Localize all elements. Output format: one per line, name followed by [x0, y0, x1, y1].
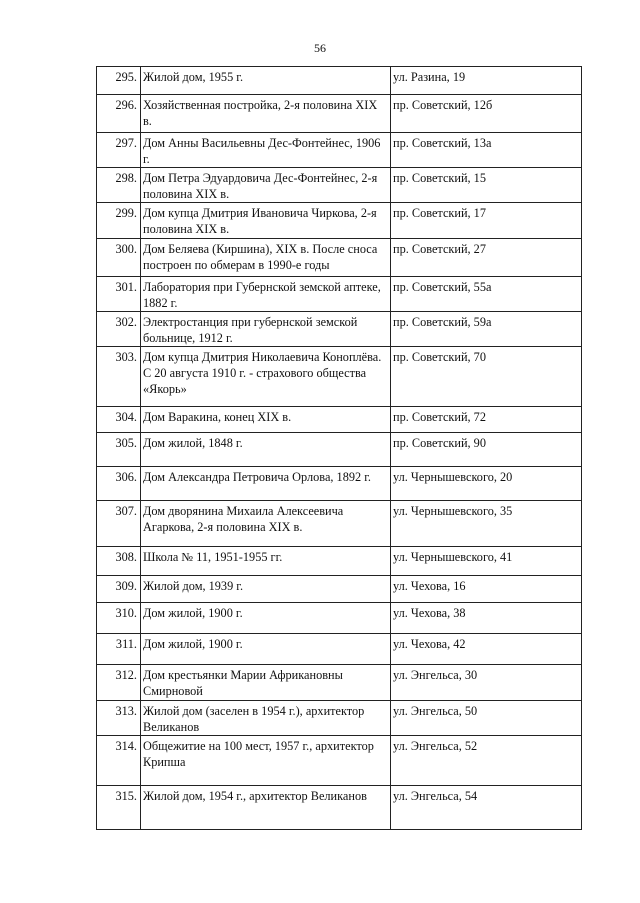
object-name: Дом крестьянки Марии Африкановны Смирновой	[141, 665, 391, 701]
object-address: пр. Советский, 15	[391, 168, 582, 203]
table-row	[97, 239, 582, 277]
object-name: Дом купца Дмитрия Ивановича Чиркова, 2-я половина XIX в.	[141, 203, 391, 239]
table-row	[97, 786, 582, 830]
row-number: 300.	[97, 239, 141, 277]
row-number: 296.	[97, 95, 141, 133]
table-row	[97, 168, 582, 203]
object-name: Хозяйственная постройка, 2-я половина XIX в.	[141, 95, 391, 133]
table-row	[97, 701, 582, 736]
object-address: ул. Чехова, 16	[391, 576, 582, 603]
object-name: Дом Анны Васильевны Дес-Фонтейнес, 1906 г.	[141, 133, 391, 168]
table-row	[97, 95, 582, 133]
object-address: пр. Советский, 59а	[391, 312, 582, 347]
object-address: ул. Чернышевского, 20	[391, 467, 582, 501]
object-name: Лаборатория при Губернской земской аптеке, 1882 г.	[141, 277, 391, 312]
row-number: 312.	[97, 665, 141, 701]
object-name: Дом Беляева (Киршина), XIX в. После сноса построен по обмерам в 1990-е годы	[141, 239, 391, 277]
object-name: Жилой дом (заселен в 1954 г.), архитектор Великанов	[141, 701, 391, 736]
object-address: пр. Советский, 13а	[391, 133, 582, 168]
object-address: пр. Советский, 72	[391, 407, 582, 433]
table-row	[97, 407, 582, 433]
row-number: 305.	[97, 433, 141, 467]
object-name: Дом Варакина, конец XIX в.	[141, 407, 391, 433]
object-address: ул. Энгельса, 30	[391, 665, 582, 701]
table-row	[97, 634, 582, 665]
table-row	[97, 312, 582, 347]
object-name: Жилой дом, 1954 г., архитектор Великанов	[141, 786, 391, 830]
row-number: 313.	[97, 701, 141, 736]
table-row	[97, 467, 582, 501]
table-row	[97, 736, 582, 786]
table-row	[97, 67, 582, 95]
object-name: Дом дворянина Михаила Алексеевича Агаркова, 2-я половина XIX в.	[141, 501, 391, 547]
monuments-table	[96, 66, 582, 830]
page-number: 56	[314, 41, 326, 55]
object-name: Электростанция при губернской земской больнице, 1912 г.	[141, 312, 391, 347]
object-name: Дом жилой, 1900 г.	[141, 603, 391, 634]
object-address: пр. Советский, 12б	[391, 95, 582, 133]
row-number: 301.	[97, 277, 141, 312]
object-name: Жилой дом, 1939 г.	[141, 576, 391, 603]
row-number: 298.	[97, 168, 141, 203]
row-number: 304.	[97, 407, 141, 433]
row-number: 310.	[97, 603, 141, 634]
row-number: 297.	[97, 133, 141, 168]
table-row	[97, 665, 582, 701]
table-row	[97, 433, 582, 467]
object-address: ул. Чехова, 42	[391, 634, 582, 665]
row-number: 311.	[97, 634, 141, 665]
table-row	[97, 277, 582, 312]
object-address: ул. Разина, 19	[391, 67, 582, 95]
object-address: ул. Чехова, 38	[391, 603, 582, 634]
table-row	[97, 576, 582, 603]
table-row	[97, 133, 582, 168]
object-name: Общежитие на 100 мест, 1957 г., архитектор Крипша	[141, 736, 391, 786]
object-address: ул. Энгельса, 54	[391, 786, 582, 830]
row-number: 309.	[97, 576, 141, 603]
row-number: 307.	[97, 501, 141, 547]
object-name: Дом Александра Петровича Орлова, 1892 г.	[141, 467, 391, 501]
row-number: 306.	[97, 467, 141, 501]
row-number: 314.	[97, 736, 141, 786]
object-address: ул. Чернышевского, 35	[391, 501, 582, 547]
row-number: 308.	[97, 547, 141, 576]
object-address: пр. Советский, 27	[391, 239, 582, 277]
table-row	[97, 501, 582, 547]
table-row	[97, 547, 582, 576]
object-name: Дом Петра Эдуардовича Дес-Фонтейнес, 2-я половина XIX в.	[141, 168, 391, 203]
table-row	[97, 347, 582, 407]
object-name: Дом жилой, 1848 г.	[141, 433, 391, 467]
table-row	[97, 203, 582, 239]
object-name: Дом купца Дмитрия Николаевича Коноплёва. С 20 августа 1910 г. - страхового общества «Якорь»	[141, 347, 391, 407]
object-address: ул. Энгельса, 50	[391, 701, 582, 736]
object-address: ул. Энгельса, 52	[391, 736, 582, 786]
row-number: 303.	[97, 347, 141, 407]
row-number: 295.	[97, 67, 141, 95]
row-number: 302.	[97, 312, 141, 347]
row-number: 299.	[97, 203, 141, 239]
object-address: пр. Советский, 17	[391, 203, 582, 239]
object-address: пр. Советский, 90	[391, 433, 582, 467]
object-name: Школа № 11, 1951-1955 гг.	[141, 547, 391, 576]
object-address: пр. Советский, 55а	[391, 277, 582, 312]
object-name: Дом жилой, 1900 г.	[141, 634, 391, 665]
object-address: ул. Чернышевского, 41	[391, 547, 582, 576]
object-address: пр. Советский, 70	[391, 347, 582, 407]
row-number: 315.	[97, 786, 141, 830]
table-row	[97, 603, 582, 634]
object-name: Жилой дом, 1955 г.	[141, 67, 391, 95]
